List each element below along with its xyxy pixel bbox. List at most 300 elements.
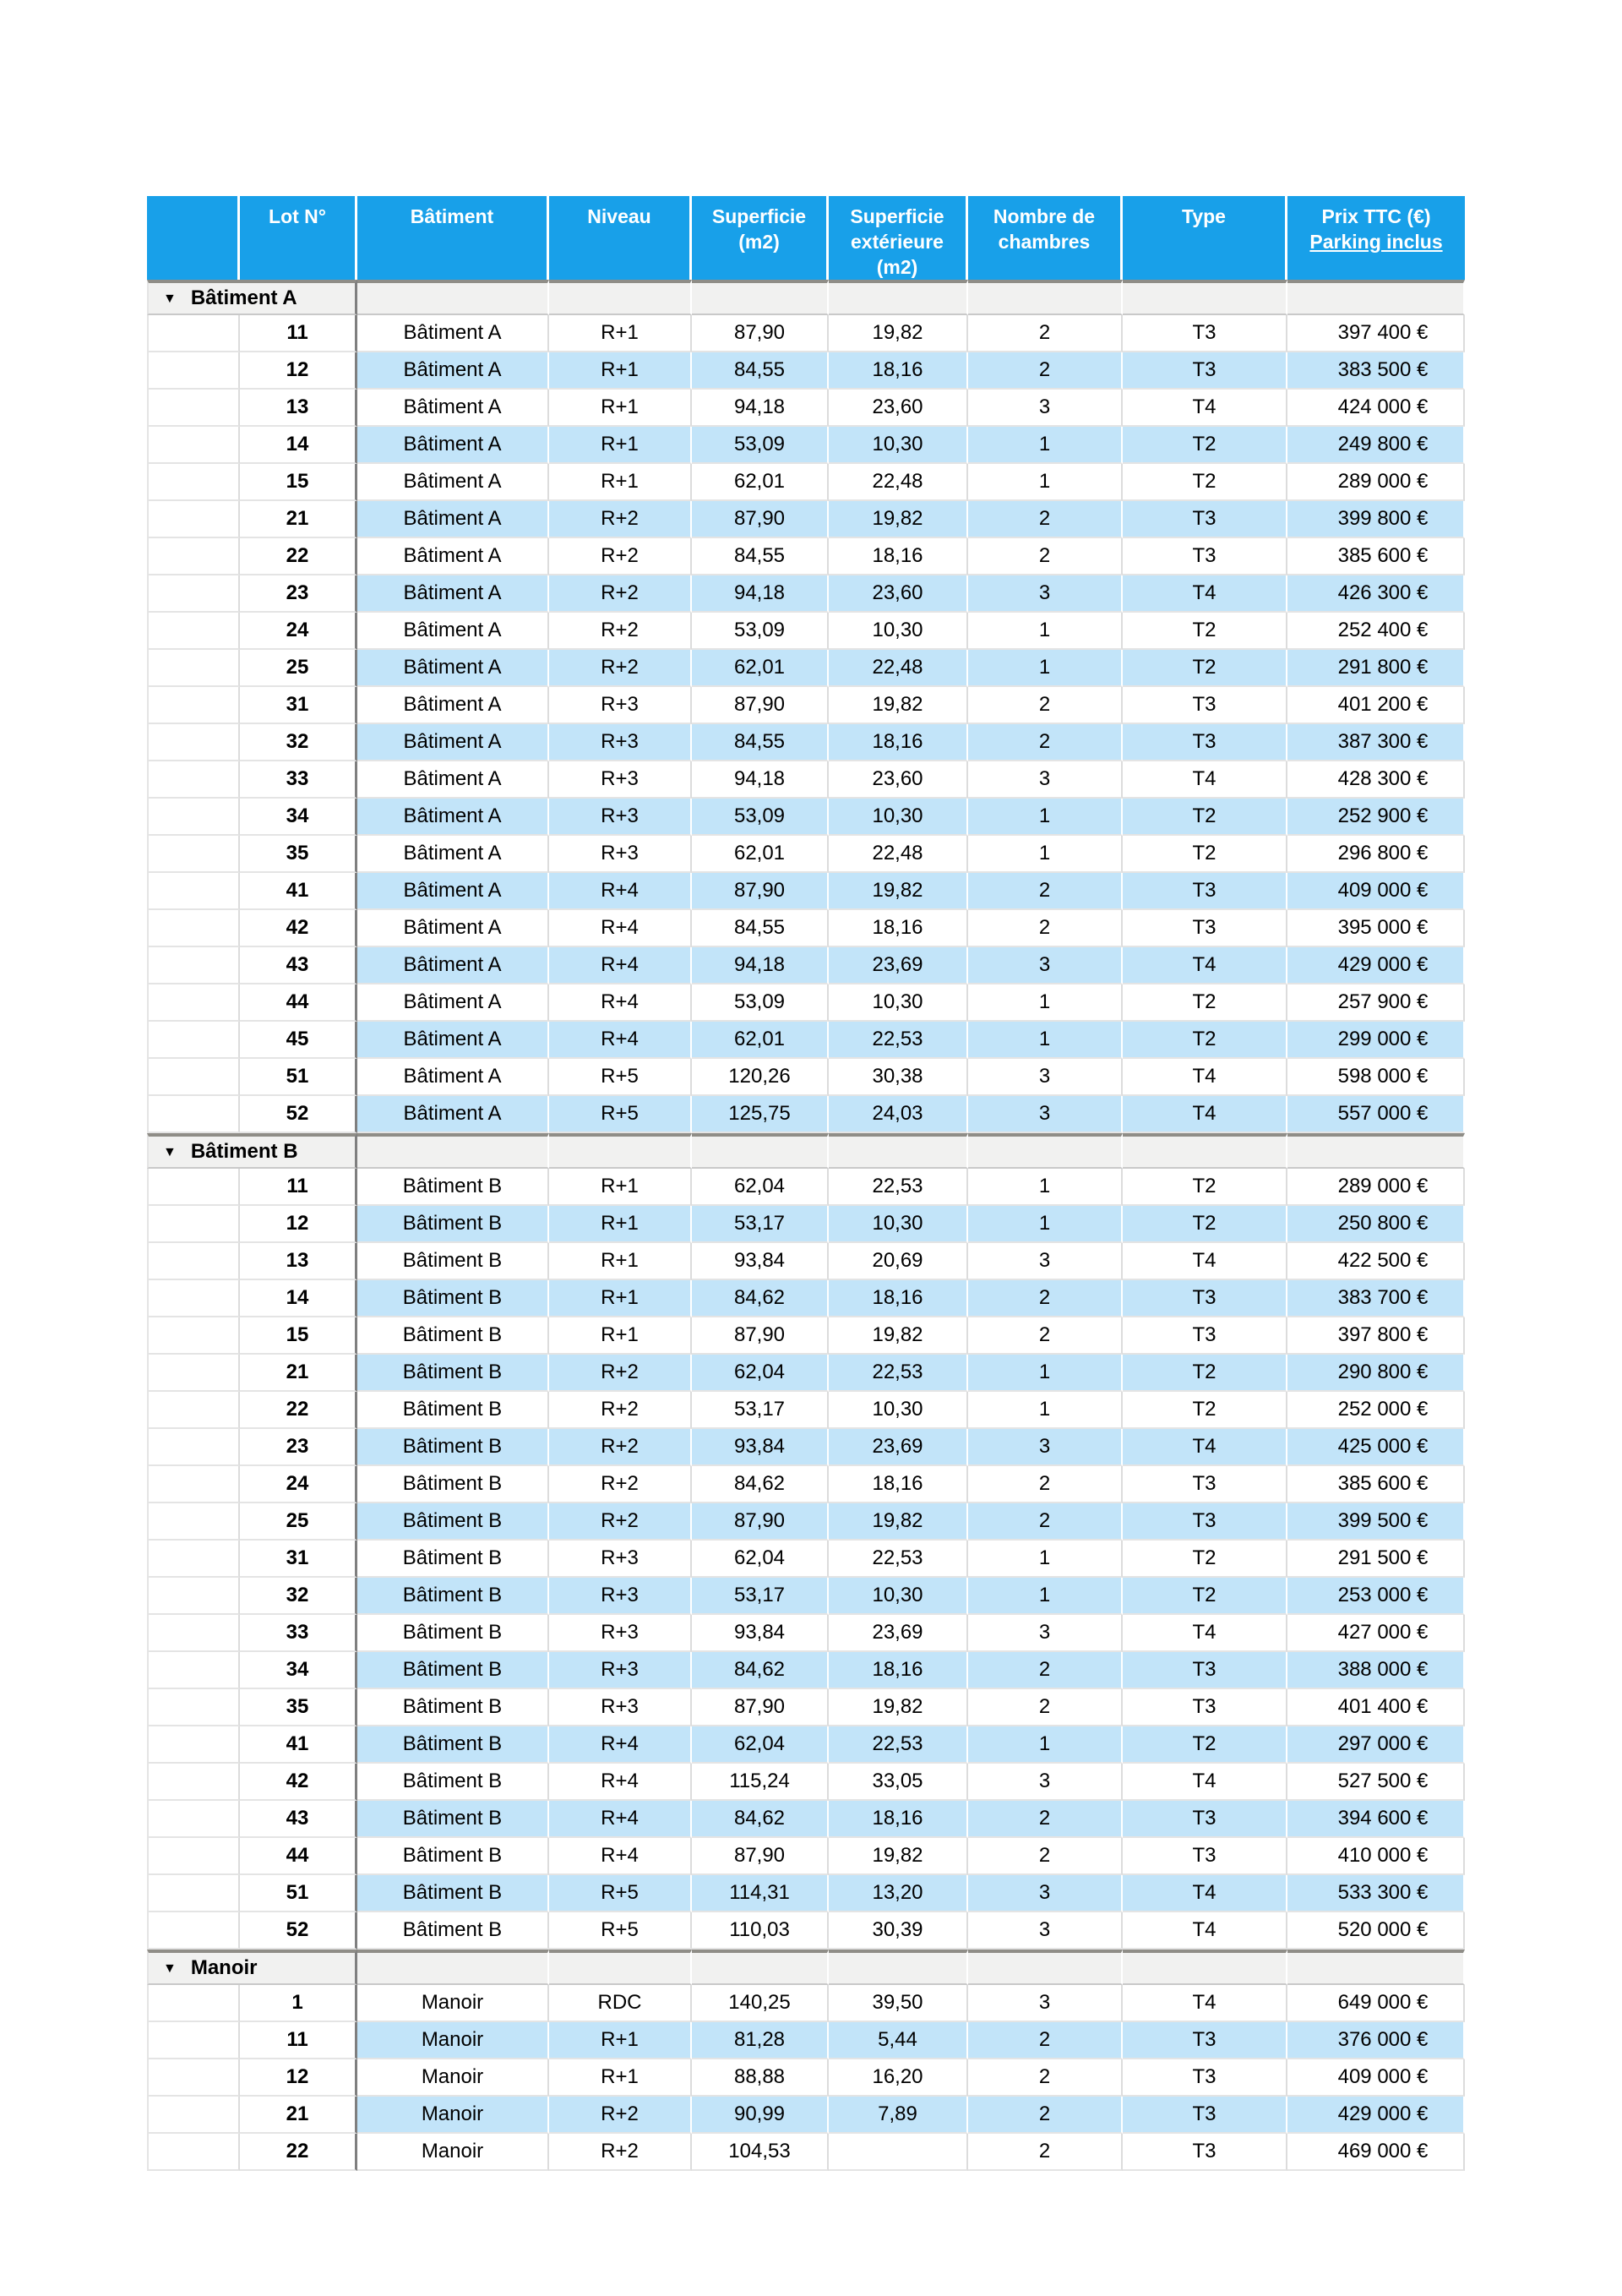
cell-type: T4 [1123,1875,1287,1912]
cell-superficie-ext: 30,39 [829,1912,968,1950]
collapse-triangle-icon[interactable]: ▼ [163,1961,177,1976]
cell-expander [147,1912,240,1950]
cell-superficie-ext: 18,16 [829,538,968,575]
cell-batiment: Bâtiment A [357,1096,549,1133]
cell-type: T3 [1123,352,1287,390]
cell-prix: 252 000 € [1287,1392,1465,1429]
cell-superficie: 84,55 [692,352,829,390]
cell-type: T3 [1123,873,1287,910]
cell-prix: 385 600 € [1287,1466,1465,1503]
cell-superficie: 94,18 [692,947,829,984]
cell-expander [147,2134,240,2171]
cell-prix: 422 500 € [1287,1243,1465,1280]
cell-type: T2 [1123,984,1287,1022]
cell-niveau: R+1 [549,2059,692,2097]
cell-chambres: 2 [968,1838,1123,1875]
section-empty-cell [549,1133,692,1169]
section-row [147,1133,1465,1169]
cell-type: T3 [1123,1503,1287,1541]
cell-prix: 399 800 € [1287,501,1465,538]
section-label: Bâtiment A [190,286,297,309]
cell-prix: 401 200 € [1287,687,1465,724]
cell-niveau: R+2 [549,538,692,575]
cell-type: T3 [1123,2097,1287,2134]
cell-batiment: Bâtiment B [357,1243,549,1280]
lot-row [147,538,1465,575]
cell-type: T4 [1123,947,1287,984]
cell-prix: 397 400 € [1287,315,1465,352]
cell-superficie-ext: 22,53 [829,1022,968,1059]
lot-row [147,1169,1465,1206]
lot-row [147,1541,1465,1578]
cell-expander [147,1541,240,1578]
cell-prix: 299 000 € [1287,1022,1465,1059]
cell-chambres: 3 [968,1429,1123,1466]
cell-niveau: R+1 [549,427,692,464]
cell-chambres: 2 [968,2097,1123,2134]
cell-superficie: 93,84 [692,1429,829,1466]
cell-lot: 25 [240,1503,357,1541]
section-empty-cell [1123,1133,1287,1169]
cell-niveau: R+5 [549,1059,692,1096]
cell-superficie: 84,62 [692,1652,829,1689]
section-row [147,280,1465,315]
cell-expander [147,613,240,650]
cell-expander [147,761,240,799]
cell-type: T4 [1123,1912,1287,1950]
lot-row [147,984,1465,1022]
column-header-superficie-line2: (m2) [738,231,780,253]
cell-batiment: Bâtiment B [357,1355,549,1392]
lot-row [147,1355,1465,1392]
cell-superficie-ext: 30,38 [829,1059,968,1096]
cell-expander [147,352,240,390]
cell-expander [147,2097,240,2134]
column-header-lot: Lot N° [240,196,357,280]
cell-chambres: 1 [968,1206,1123,1243]
cell-prix: 410 000 € [1287,1838,1465,1875]
cell-prix: 533 300 € [1287,1875,1465,1912]
cell-expander [147,1578,240,1615]
cell-superficie: 62,04 [692,1541,829,1578]
cell-type: T2 [1123,836,1287,873]
cell-expander [147,910,240,947]
cell-batiment: Bâtiment B [357,1726,549,1764]
cell-niveau: R+1 [549,2022,692,2059]
cell-chambres: 2 [968,1503,1123,1541]
cell-chambres: 2 [968,2134,1123,2171]
cell-superficie: 84,55 [692,910,829,947]
section-empty-cell [968,1133,1123,1169]
section-empty-cell [1287,1133,1465,1169]
cell-lot: 43 [240,947,357,984]
cell-superficie-ext: 23,60 [829,575,968,613]
cell-prix: 297 000 € [1287,1726,1465,1764]
section-empty-cell [1287,280,1465,315]
cell-chambres: 2 [968,1466,1123,1503]
cell-superficie: 62,04 [692,1726,829,1764]
section-toggle[interactable] [147,280,357,315]
cell-batiment: Bâtiment A [357,984,549,1022]
cell-chambres: 1 [968,799,1123,836]
cell-superficie: 87,90 [692,687,829,724]
cell-type: T4 [1123,1764,1287,1801]
cell-superficie: 87,90 [692,501,829,538]
cell-superficie-ext: 5,44 [829,2022,968,2059]
lot-row [147,315,1465,352]
cell-superficie: 62,04 [692,1355,829,1392]
cell-niveau: R+2 [549,1429,692,1466]
cell-superficie: 53,09 [692,799,829,836]
column-header-prix [1287,196,1465,280]
cell-type: T2 [1123,799,1287,836]
cell-superficie-ext: 23,69 [829,1615,968,1652]
cell-batiment: Bâtiment A [357,836,549,873]
cell-superficie-ext: 19,82 [829,501,968,538]
cell-batiment: Bâtiment A [357,501,549,538]
cell-superficie: 87,90 [692,873,829,910]
cell-expander [147,427,240,464]
cell-chambres: 1 [968,1392,1123,1429]
cell-batiment: Bâtiment B [357,1206,549,1243]
cell-superficie-ext: 16,20 [829,2059,968,2097]
cell-expander [147,1355,240,1392]
cell-superficie: 62,01 [692,464,829,501]
cell-expander [147,315,240,352]
section-empty-cell [357,1950,549,1985]
cell-niveau: R+5 [549,1875,692,1912]
cell-chambres: 1 [968,1355,1123,1392]
cell-lot: 22 [240,1392,357,1429]
lot-row [147,2097,1465,2134]
cell-type: T3 [1123,2059,1287,2097]
lot-row [147,1764,1465,1801]
cell-expander [147,836,240,873]
cell-superficie-ext: 23,69 [829,1429,968,1466]
cell-lot: 32 [240,1578,357,1615]
cell-batiment: Bâtiment A [357,724,549,761]
cell-chambres: 2 [968,1689,1123,1726]
cell-lot: 44 [240,984,357,1022]
cell-prix: 399 500 € [1287,1503,1465,1541]
section-empty-cell [549,1950,692,1985]
cell-niveau: R+1 [549,1169,692,1206]
cell-niveau: R+2 [549,1392,692,1429]
cell-superficie: 90,99 [692,2097,829,2134]
cell-niveau: R+4 [549,1838,692,1875]
cell-lot: 12 [240,352,357,390]
lot-row [147,613,1465,650]
column-header-prix-line1: Prix TTC (€) [1321,205,1431,227]
cell-superficie-ext: 19,82 [829,1317,968,1355]
cell-prix: 290 800 € [1287,1355,1465,1392]
cell-superficie: 87,90 [692,1838,829,1875]
cell-type: T4 [1123,1985,1287,2022]
cell-chambres: 2 [968,315,1123,352]
cell-niveau: R+1 [549,315,692,352]
cell-type: T2 [1123,1578,1287,1615]
cell-prix: 520 000 € [1287,1912,1465,1950]
cell-prix: 291 500 € [1287,1541,1465,1578]
cell-type: T3 [1123,538,1287,575]
cell-batiment: Bâtiment B [357,1764,549,1801]
cell-chambres: 3 [968,761,1123,799]
cell-niveau: R+2 [549,2097,692,2134]
cell-niveau: R+2 [549,1355,692,1392]
cell-superficie: 94,18 [692,761,829,799]
cell-lot: 12 [240,2059,357,2097]
cell-superficie: 110,03 [692,1912,829,1950]
column-header-prix-line2: Parking inclus [1309,231,1443,253]
cell-chambres: 2 [968,1801,1123,1838]
cell-type: T3 [1123,2134,1287,2171]
cell-prix: 397 800 € [1287,1317,1465,1355]
cell-prix: 394 600 € [1287,1801,1465,1838]
cell-superficie-ext: 18,16 [829,1652,968,1689]
cell-niveau: R+2 [549,1466,692,1503]
cell-niveau: R+3 [549,799,692,836]
section-empty-cell [357,1133,549,1169]
lot-row [147,836,1465,873]
cell-batiment: Bâtiment B [357,1503,549,1541]
lot-row [147,1578,1465,1615]
cell-chambres: 2 [968,687,1123,724]
cell-expander [147,1022,240,1059]
cell-superficie-ext: 22,48 [829,836,968,873]
cell-prix: 649 000 € [1287,1985,1465,2022]
column-header-chambres [968,196,1123,280]
cell-niveau: R+1 [549,1206,692,1243]
cell-type: T3 [1123,1280,1287,1317]
cell-superficie-ext: 10,30 [829,427,968,464]
cell-lot: 22 [240,2134,357,2171]
cell-niveau: R+3 [549,1578,692,1615]
cell-superficie-ext: 19,82 [829,687,968,724]
cell-superficie-ext: 23,69 [829,947,968,984]
cell-batiment: Bâtiment A [357,315,549,352]
cell-superficie-ext: 10,30 [829,1578,968,1615]
cell-niveau: R+3 [549,1652,692,1689]
cell-lot: 51 [240,1875,357,1912]
cell-superficie: 93,84 [692,1615,829,1652]
cell-superficie: 53,17 [692,1578,829,1615]
cell-niveau: R+2 [549,501,692,538]
cell-superficie: 84,62 [692,1280,829,1317]
collapse-triangle-icon[interactable]: ▼ [163,1145,177,1159]
cell-chambres: 2 [968,910,1123,947]
cell-type: T3 [1123,1838,1287,1875]
cell-chambres: 2 [968,538,1123,575]
section-empty-cell [1287,1950,1465,1985]
cell-prix: 291 800 € [1287,650,1465,687]
cell-chambres: 1 [968,1578,1123,1615]
table-header [147,196,1465,280]
cell-niveau: R+1 [549,1317,692,1355]
cell-expander [147,1615,240,1652]
cell-expander [147,984,240,1022]
cell-expander [147,1689,240,1726]
cell-type: T2 [1123,1392,1287,1429]
cell-lot: 12 [240,1206,357,1243]
cell-type: T2 [1123,613,1287,650]
cell-chambres: 1 [968,650,1123,687]
cell-batiment: Manoir [357,2097,549,2134]
cell-expander [147,1875,240,1912]
cell-superficie: 84,62 [692,1466,829,1503]
cell-type: T2 [1123,1169,1287,1206]
lot-row [147,687,1465,724]
cell-niveau: R+4 [549,873,692,910]
column-header-superficie-exterieure [829,196,968,280]
column-header-niveau: Niveau [549,196,692,280]
cell-superficie-ext: 24,03 [829,1096,968,1133]
cell-type: T4 [1123,761,1287,799]
cell-lot: 23 [240,575,357,613]
cell-batiment: Bâtiment A [357,687,549,724]
cell-superficie-ext: 23,60 [829,761,968,799]
cell-type: T2 [1123,1726,1287,1764]
cell-superficie-ext [829,2134,968,2171]
lot-row [147,1392,1465,1429]
lot-row [147,575,1465,613]
column-header-superficie-exterieure-line2: extérieure (m2) [851,231,944,278]
cell-prix: 249 800 € [1287,427,1465,464]
cell-lot: 45 [240,1022,357,1059]
cell-expander [147,1466,240,1503]
cell-niveau: R+2 [549,575,692,613]
cell-chambres: 2 [968,1280,1123,1317]
cell-prix: 424 000 € [1287,390,1465,427]
cell-type: T2 [1123,427,1287,464]
cell-expander [147,390,240,427]
lot-row [147,1615,1465,1652]
cell-type: T3 [1123,501,1287,538]
lot-row [147,724,1465,761]
cell-type: T2 [1123,1206,1287,1243]
cell-superficie-ext: 10,30 [829,799,968,836]
cell-batiment: Bâtiment B [357,1615,549,1652]
cell-superficie: 87,90 [692,1317,829,1355]
lot-row [147,1503,1465,1541]
cell-superficie: 62,01 [692,1022,829,1059]
cell-chambres: 3 [968,390,1123,427]
cell-lot: 31 [240,687,357,724]
section-empty-cell [968,1950,1123,1985]
section-row [147,1950,1465,1985]
section-empty-cell [692,280,829,315]
cell-type: T4 [1123,575,1287,613]
cell-batiment: Manoir [357,2134,549,2171]
cell-superficie-ext: 18,16 [829,1801,968,1838]
cell-niveau: R+4 [549,1726,692,1764]
cell-chambres: 3 [968,1875,1123,1912]
cell-superficie-ext: 13,20 [829,1875,968,1912]
cell-expander [147,2022,240,2059]
cell-batiment: Bâtiment A [357,761,549,799]
lot-row [147,1096,1465,1133]
cell-prix: 425 000 € [1287,1429,1465,1466]
cell-superficie: 104,53 [692,2134,829,2171]
cell-chambres: 1 [968,984,1123,1022]
cell-chambres: 3 [968,1096,1123,1133]
cell-niveau: R+1 [549,352,692,390]
cell-batiment: Bâtiment B [357,1801,549,1838]
cell-batiment: Bâtiment A [357,427,549,464]
cell-type: T3 [1123,1466,1287,1503]
header-row [147,196,1465,280]
section-label: Bâtiment B [190,1140,298,1163]
section-label: Manoir [190,1956,258,1979]
cell-superficie: 84,55 [692,538,829,575]
cell-batiment: Bâtiment B [357,1429,549,1466]
collapse-triangle-icon[interactable]: ▼ [163,292,177,306]
cell-niveau: R+3 [549,1541,692,1578]
cell-superficie-ext: 18,16 [829,910,968,947]
cell-superficie: 94,18 [692,575,829,613]
cell-niveau: R+2 [549,1503,692,1541]
cell-expander [147,799,240,836]
cell-chambres: 1 [968,1169,1123,1206]
cell-prix: 401 400 € [1287,1689,1465,1726]
column-header-chambres-line2: chambres [998,231,1091,253]
lot-row [147,1243,1465,1280]
cell-niveau: R+4 [549,1022,692,1059]
cell-prix: 388 000 € [1287,1652,1465,1689]
cell-expander [147,1280,240,1317]
cell-expander [147,1503,240,1541]
section-empty-cell [829,280,968,315]
lot-row [147,1838,1465,1875]
cell-superficie-ext: 7,89 [829,2097,968,2134]
cell-lot: 43 [240,1801,357,1838]
cell-lot: 33 [240,1615,357,1652]
cell-superficie-ext: 18,16 [829,724,968,761]
cell-chambres: 3 [968,947,1123,984]
cell-batiment: Manoir [357,2022,549,2059]
cell-superficie: 84,62 [692,1801,829,1838]
cell-lot: 25 [240,650,357,687]
cell-chambres: 1 [968,1541,1123,1578]
cell-superficie-ext: 18,16 [829,1466,968,1503]
cell-superficie-ext: 19,82 [829,1689,968,1726]
cell-prix: 427 000 € [1287,1615,1465,1652]
cell-prix: 428 300 € [1287,761,1465,799]
cell-superficie: 53,09 [692,427,829,464]
lot-row [147,799,1465,836]
cell-type: T4 [1123,1096,1287,1133]
cell-type: T3 [1123,1801,1287,1838]
cell-lot: 21 [240,501,357,538]
cell-lot: 11 [240,2022,357,2059]
cell-chambres: 2 [968,501,1123,538]
cell-superficie: 140,25 [692,1985,829,2022]
cell-lot: 44 [240,1838,357,1875]
cell-niveau: R+3 [549,836,692,873]
section-toggle[interactable] [147,1133,357,1169]
cell-superficie-ext: 19,82 [829,315,968,352]
cell-niveau: R+4 [549,1764,692,1801]
section-toggle[interactable] [147,1950,357,1985]
cell-niveau: R+2 [549,2134,692,2171]
section-empty-cell [692,1950,829,1985]
section-empty-cell [357,280,549,315]
cell-expander [147,1059,240,1096]
lot-row [147,910,1465,947]
cell-superficie: 53,17 [692,1392,829,1429]
cell-prix: 296 800 € [1287,836,1465,873]
cell-prix: 409 000 € [1287,873,1465,910]
cell-expander [147,1317,240,1355]
